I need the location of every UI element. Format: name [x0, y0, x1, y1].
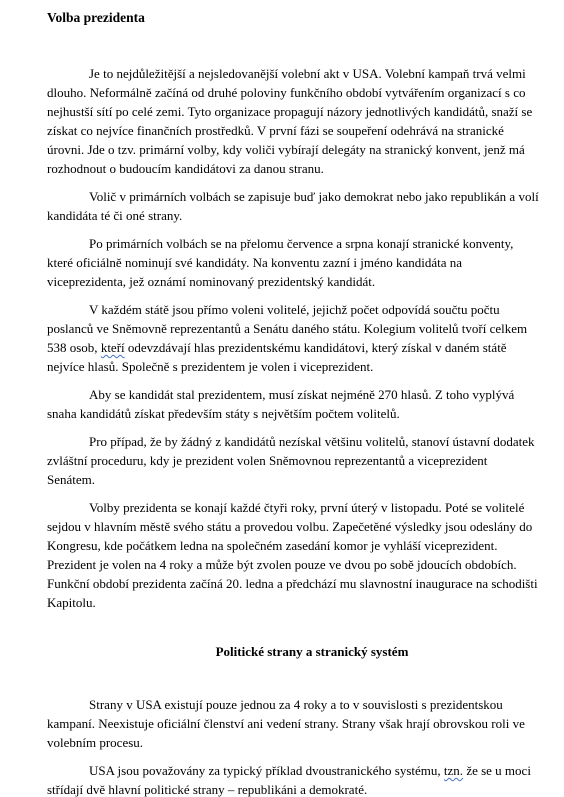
paragraph-line: Funkční období prezidenta začíná 20. ledna a předchází mu slavnostní inaugurace na schodišti	[47, 576, 538, 591]
paragraph-1	[47, 64, 564, 178]
paragraph-line: Kapitolu.	[47, 595, 96, 610]
document-body	[47, 8, 564, 797]
paragraph-7	[47, 498, 564, 612]
paragraph-line: dlouho. Neformálně začíná od druhé poloviny funkčního období vytvářením organizací s co	[47, 85, 526, 100]
paragraph-line: nejhustší sítí po celé zemi. Tyto organizace propagují názory jednotlivých kandidátů, snaží se	[47, 104, 533, 119]
paragraph-line: Prezident je volen na 4 roky a může být zvolen pouze ve dvou po sobě jdoucích obdobích.	[47, 557, 517, 572]
paragraph-line: Aby se kandidát stal prezidentem, musí získat nejméně 270 hlasů. Z toho vyplývá	[89, 387, 515, 402]
paragraph-line: Strany v USA existují pouze jednou za 4 roky a to v souvislosti s prezidentskou	[89, 697, 503, 712]
paragraph-line: Senátem.	[47, 472, 96, 487]
paragraph-2	[47, 187, 564, 225]
paragraph-line: Volič v primárních volbách se zapisuje buď jako demokrat nebo jako republikán a volí	[89, 189, 539, 204]
paragraph-line: zvláštní proceduru, kdy je prezident volen Sněmovnou reprezentantů a viceprezident	[47, 453, 488, 468]
paragraph-line: rozhodnout o budoucím kandidátovi za danou stranu.	[47, 161, 324, 176]
section-paragraph-2	[47, 761, 564, 797]
paragraph-3	[47, 234, 564, 291]
paragraph-line: Je to nejdůležitější a nejsledovanější volební akt v USA. Volební kampaň trvá velmi	[89, 66, 526, 81]
paragraph-line: V každém státě jsou přímo voleni volitelé, jejichž počet odpovídá součtu počtu	[89, 302, 500, 317]
paragraph-line-spellcheck: USA jsou považovány za typický příklad dvoustranického systému, tzn. že se u moci	[89, 763, 531, 778]
paragraph-line: snaha kandidátů získat především státy s největším počtem volitelů.	[47, 406, 400, 421]
paragraph-line: získat co nejvíce finančních prostředků. V první fázi se soupeření odehrává na stranické	[47, 123, 504, 138]
paragraph-4	[47, 300, 564, 376]
paragraph-line-spellcheck: 538 osob, kteří odevzdávají hlas prezidentskému kandidátovi, který získal v daném státě	[47, 340, 507, 355]
paragraph-line: Pro případ, že by žádný z kandidátů nezískal většinu volitelů, stanoví ústavní dodatek	[89, 434, 535, 449]
spellcheck-flagged-word: kteří	[100, 340, 125, 355]
paragraph-line: střídají dvě hlavní politické strany – republikáni a demokraté.	[47, 782, 368, 797]
paragraph-line: Kongresu, kde počátkem ledna na společném zasedání komor je vyhláší viceprezident.	[47, 538, 498, 553]
paragraph-line: poslanců ve Sněmovně reprezentantů a Senátu daného státu. Kolegium volitelů tvoří celkem	[47, 321, 528, 336]
document-title: Volba prezidenta	[47, 10, 145, 25]
section-title: Politické strany a stranický systém	[215, 644, 409, 659]
paragraph-line: Po primárních volbách se na přelomu července a srpna konají stranické konventy,	[89, 236, 514, 251]
section-paragraph-1	[47, 695, 564, 752]
paragraph-line: volebním procesu.	[47, 735, 144, 750]
paragraph-line: viceprezidenta, jež oznámí nominovaný prezidentský kandidát.	[47, 274, 376, 289]
paragraph-line: úrovni. Jde o tzv. primární volby, kdy voliči vybírají delegáty na stranický konvent, jenž má	[47, 142, 525, 157]
paragraph-line: kandidáta té či oné strany.	[47, 208, 183, 223]
paragraph-line: sejdou v hlavním městě svého státu a provedou volbu. Zapečetěné výsledky jsou odeslány do	[47, 519, 533, 534]
paragraph-line: Volby prezidenta se konají každé čtyři roky, první úterý v listopadu. Poté se volitelé	[89, 500, 525, 515]
paragraph-6	[47, 432, 564, 489]
paragraph-line: nejvíce hlasů. Společně s prezidentem je volen i viceprezident.	[47, 359, 374, 374]
paragraph-line: které oficiálně nominují své kandidáty. Na konventu zazní i jméno kandidáta na	[47, 255, 463, 270]
paragraph-5	[47, 385, 564, 423]
spellcheck-flagged-word: tzn.	[443, 763, 464, 778]
paragraph-line: kampaní. Neexistuje oficiální členství ani vedení strany. Strany však hrají obrovskou roli ve	[47, 716, 525, 731]
